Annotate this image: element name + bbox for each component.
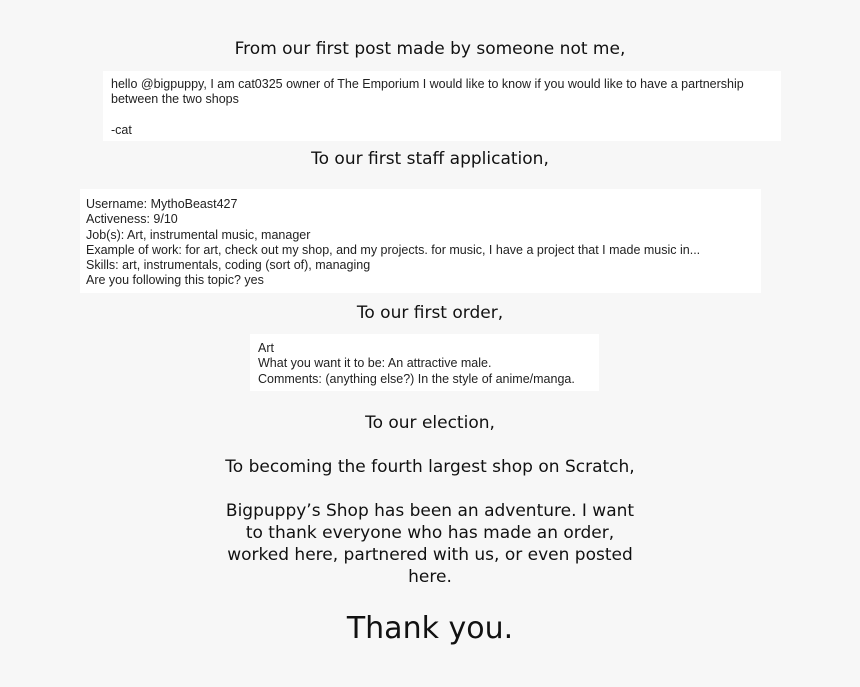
heading-fourth-largest: To becoming the fourth largest shop on Scratch,	[225, 457, 635, 477]
quote-line: Skills: art, instrumentals, coding (sort of), managing	[86, 258, 371, 273]
paragraph-line: worked here, partnered with us, or even posted	[227, 545, 633, 565]
paragraph-line: here.	[408, 567, 452, 587]
first-post-quote	[103, 71, 781, 141]
thank-you-text: Thank you.	[346, 611, 514, 646]
quote-line: -cat	[111, 122, 132, 137]
quote-line: Example of work: for art, check out my shop, and my projects. for music, I have a project that I made music in...	[86, 242, 701, 257]
staff-application-quote	[80, 189, 761, 293]
quote-line: between the two shops	[111, 92, 239, 107]
quote-line: What you want it to be: An attractive male.	[258, 356, 492, 371]
quote-line: Art	[258, 341, 274, 355]
quote-line: Username: MythoBeast427	[86, 197, 238, 211]
quote-line: Activeness: 9/10	[86, 212, 178, 227]
quote-line: hello @bigpuppy, I am cat0325 owner of The Emporium I would like to know if you would like to have a partnership	[111, 77, 744, 91]
heading-staff-application: To our first staff application,	[311, 149, 549, 169]
quote-line: Are you following this topic? yes	[86, 273, 264, 288]
heading-first-order: To our first order,	[356, 303, 504, 323]
quote-blank-line	[111, 108, 773, 123]
quote-line: Job(s): Art, instrumental music, manager	[86, 227, 311, 242]
paragraph-line: Bigpuppy’s Shop has been an adventure. I want	[225, 501, 635, 521]
quote-line: Comments: (anything else?) In the style of anime/manga.	[258, 371, 575, 386]
paragraph-line: to thank everyone who has made an order,	[245, 523, 615, 543]
heading-first-post: From our first post made by someone not me,	[234, 39, 626, 59]
heading-election: To our election,	[365, 413, 495, 433]
first-order-quote	[250, 334, 599, 391]
closing-paragraph	[200, 500, 660, 588]
